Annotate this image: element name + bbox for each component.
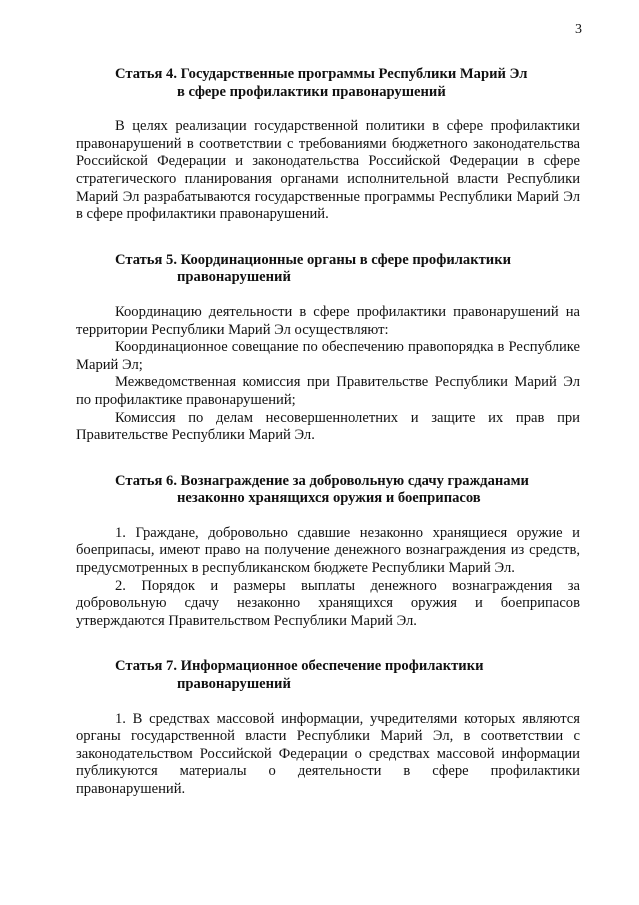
article-title: Координационные органы в сфере профилактики: [180, 251, 512, 268]
article-title-continuation: правонарушений: [177, 676, 291, 693]
document-body: [76, 66, 580, 827]
article-label: Статья 5.: [115, 251, 177, 268]
page-number: 3: [575, 22, 582, 37]
article-text: [76, 118, 580, 224]
article-title-continuation: в сфере профилактики правонарушений: [177, 83, 446, 100]
article-heading: [76, 658, 580, 693]
article-6: [76, 473, 580, 631]
article-title: Государственные программы Республики Марий Эл: [180, 66, 528, 82]
paragraph: 2. Порядок и размеры выплаты денежного вознаграждения за добровольную сдачу незаконно хранящихся оружия и боеприпасов утверждаются Правительством Республики Марий Эл.: [76, 577, 580, 629]
article-4: [76, 66, 580, 224]
paragraph: Координационное совещание по обеспечению правопорядка в Республике Марий Эл;: [76, 339, 580, 373]
article-text: [76, 304, 580, 445]
article-title: Информационное обеспечение профилактики: [180, 658, 484, 675]
article-text: [76, 525, 580, 631]
article-heading: [76, 66, 580, 101]
paragraph: 1. Граждане, добровольно сдавшие незаконно хранящиеся оружие и боеприпасы, имеют право на получение денежного вознаграждения из средств, предусмотренных в республиканском бюджете Республики Марий Эл.: [76, 524, 580, 577]
article-title: Вознаграждение за добровольную сдачу гражданами: [180, 472, 529, 489]
article-title-continuation: правонарушений: [177, 269, 291, 286]
article-label: Статья 7.: [115, 658, 177, 675]
paragraph: В целях реализации государственной политики в сфере профилактики правонарушений в соответствии с требованиями бюджетного законодательства Российской Федерации и законодательства Российской Федерации в сфере стратегического планирования органами исполнительной власти Республики Марий Эл разрабатываются государственные программы Республики Марий Эл в сфере профилактики правонарушений.: [76, 118, 580, 223]
paragraph: Межведомственная комиссия при Правительстве Республики Марий Эл по профилактике правонарушений;: [76, 374, 580, 408]
article-label: Статья 4.: [115, 66, 177, 82]
article-label: Статья 6.: [115, 472, 177, 489]
paragraph: Координацию деятельности в сфере профилактики правонарушений на территории Республики Марий Эл осуществляют:: [76, 303, 580, 338]
paragraph: 1. В средствах массовой информации, учредителями которых являются органы государственной власти Республики Марий Эл, в соответствии с законодательством Российской Федерации о средствах массовой информации публикуются материалы о деятельности в сфере профилактики правонарушений.: [76, 710, 580, 797]
article-5: [76, 252, 580, 445]
article-text: [76, 711, 580, 799]
article-title-continuation: незаконно хранящихся оружия и боеприпасов: [177, 490, 481, 507]
article-7: [76, 658, 580, 798]
article-heading: [76, 473, 580, 508]
article-heading: [76, 252, 580, 287]
paragraph: Комиссия по делам несовершеннолетних и защите их прав при Правительстве Республики Марий Эл.: [76, 409, 580, 444]
